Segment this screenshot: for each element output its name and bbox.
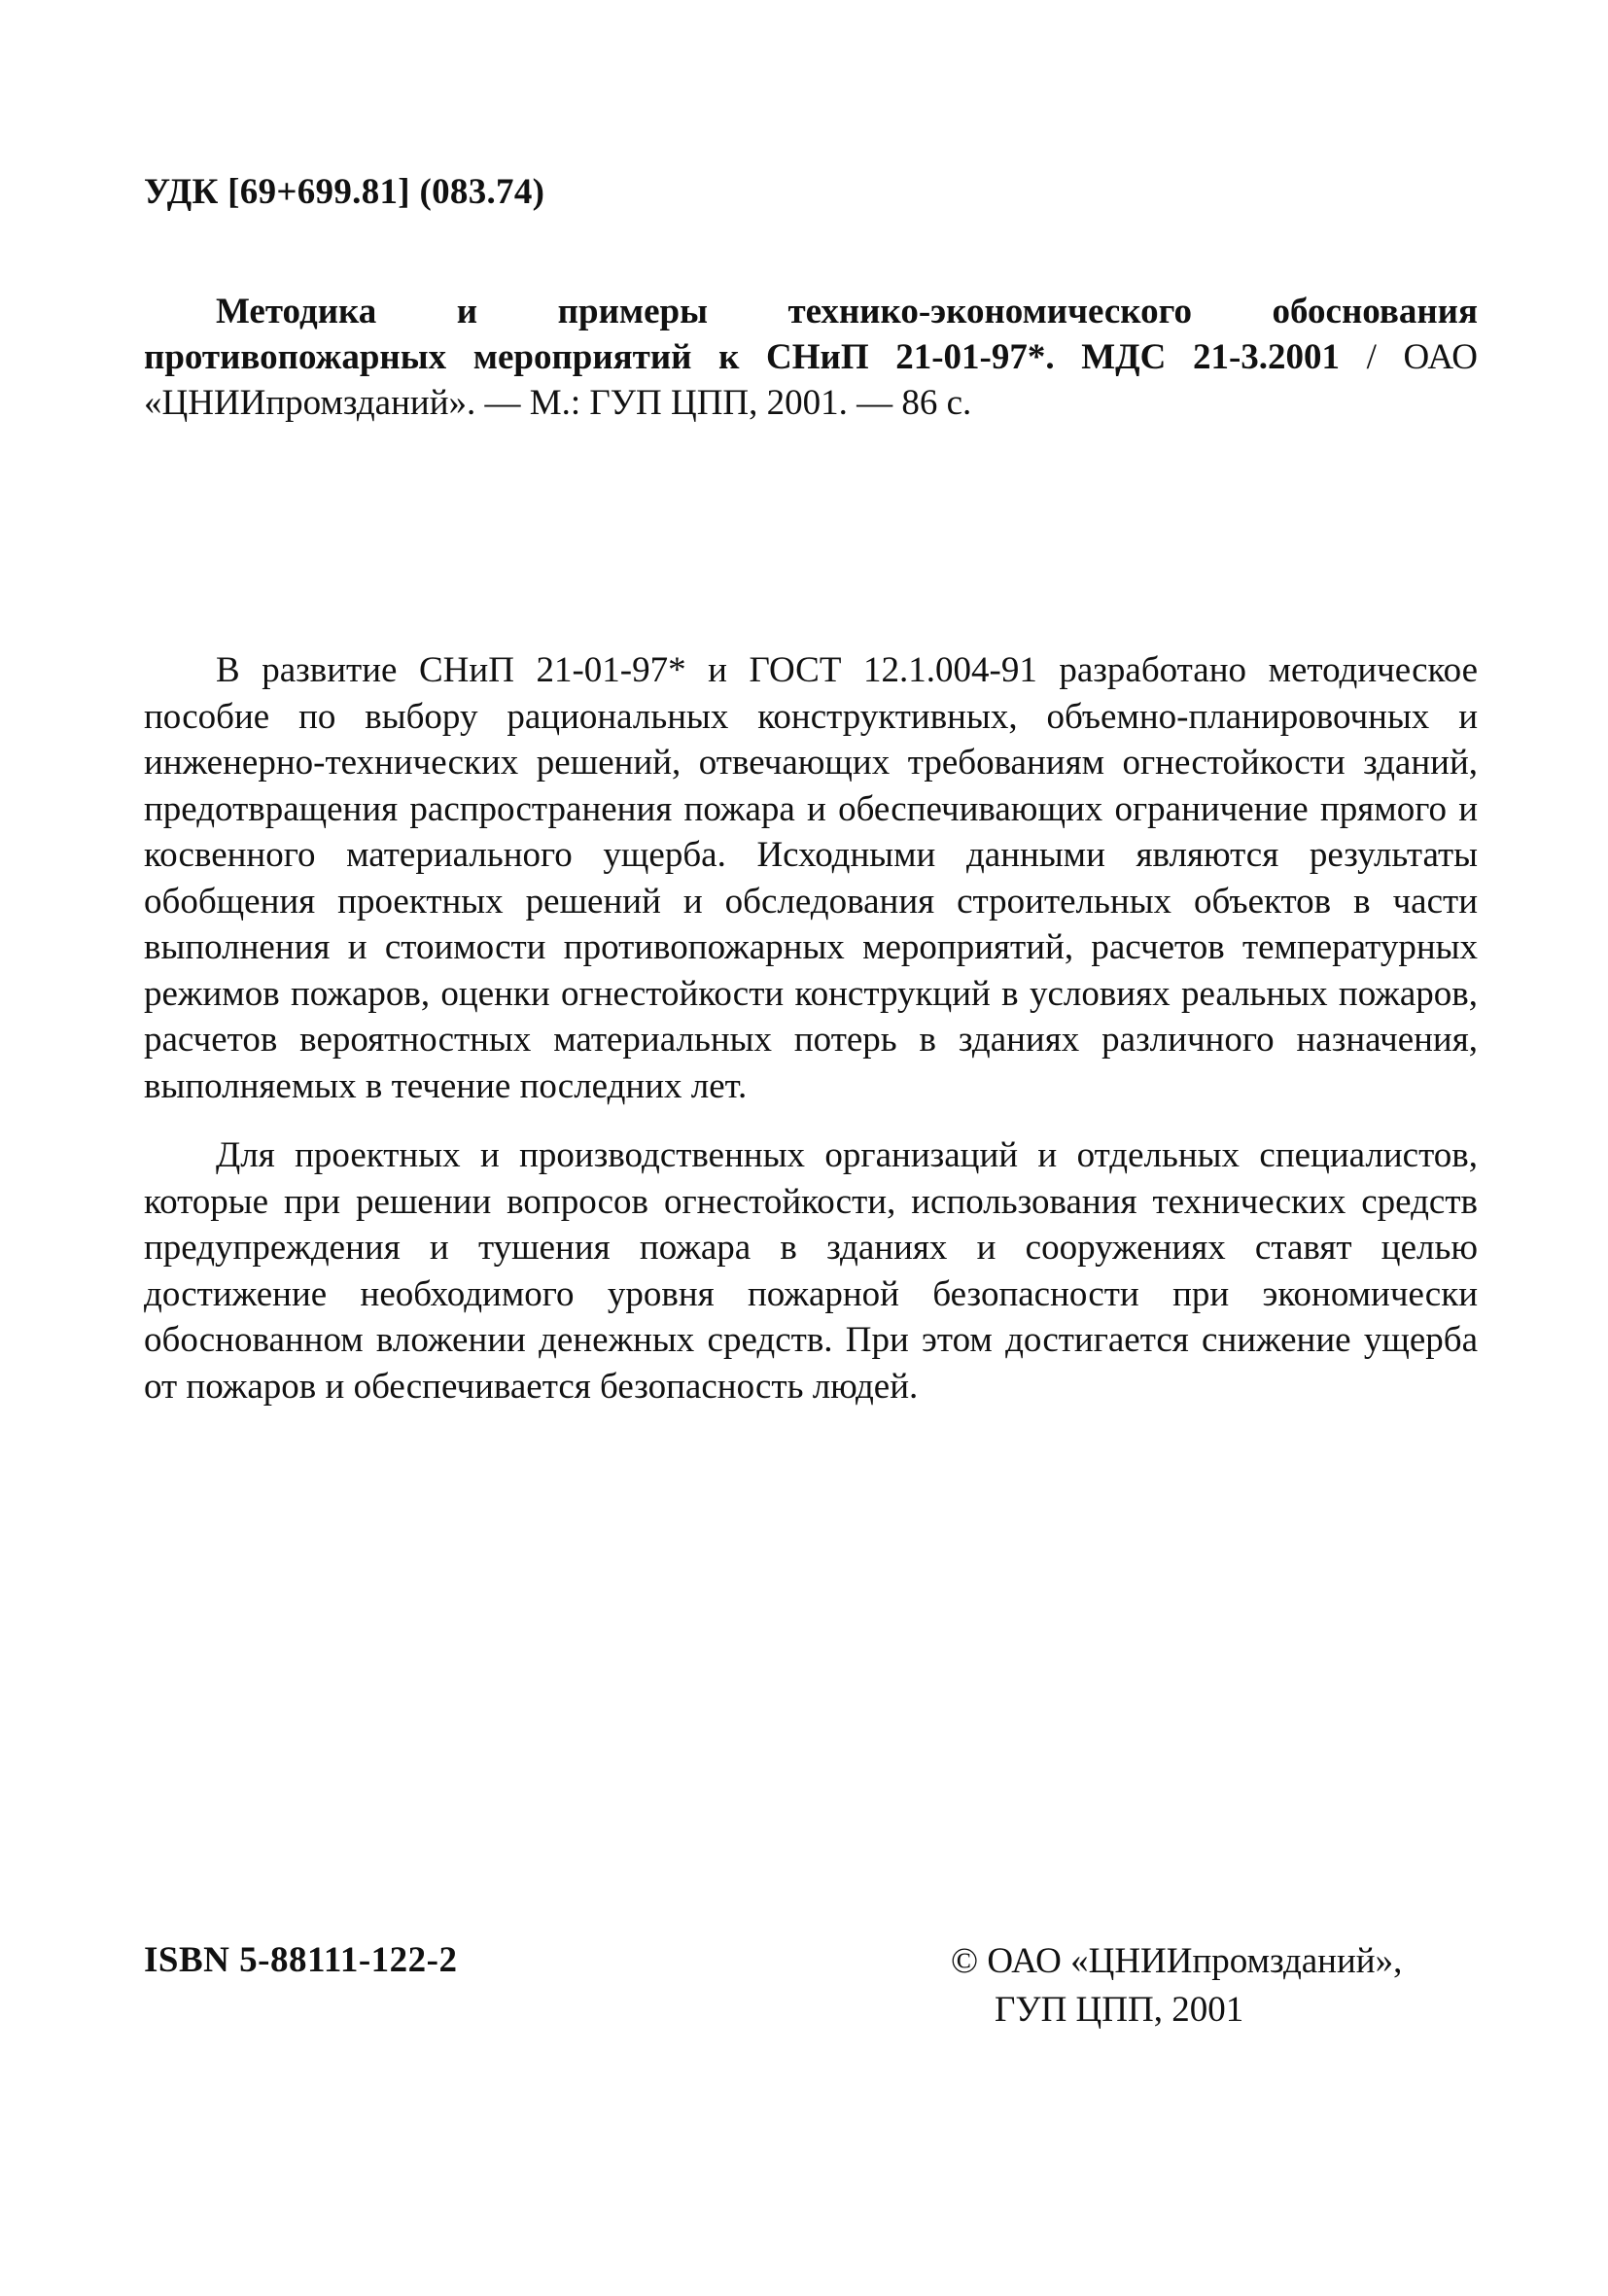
isbn: ISBN 5-88111-122-2 [144, 1940, 458, 1980]
abstract [144, 647, 1478, 1433]
copyright-icon: © [951, 1941, 979, 1981]
bibliographic-record [144, 289, 1478, 426]
copyright-publisher-year: ГУП ЦПП, 2001 [995, 1990, 1244, 2030]
copyright-notice [951, 1937, 1402, 2035]
udk-code: УДК [69+699.81] (083.74) [144, 172, 545, 212]
copyright-holder: ОАО «ЦНИИпромзданий», [987, 1941, 1403, 1981]
bibliographic-publisher: / ОАО «ЦНИИпромзданий». — М.: ГУП ЦПП, 2001. — 86 с. [144, 337, 1478, 423]
bibliographic-title: Методика и примеры технико-экономического обоснования противопожарных мероприятий к СНиП 21-01-97*. МДС 21-3.2001 [144, 292, 1478, 377]
abstract-paragraph: Для проектных и производственных организаций и отдельных специалистов, которые при решении вопросов огнестойкости, использования технических средств предупреждения и тушения пожара в зданиях и сооружениях ставят целью достижение необходимого уровня пожарной безопасности при экономически обоснованном вложении денежных средств. При этом достигается снижение ущерба от пожаров и обеспечивается безопасность людей. [144, 1135, 1478, 1407]
abstract-paragraph: В развитие СНиП 21-01-97* и ГОСТ 12.1.004-91 разработано методическое пособие по выбору рациональных конструктивных, объемно-планировочных и инженерно-технических решений, отвечающих требованиям огнестойкости зданий, предотвращения распространения пожара и обеспечивающих ограничение прямого и косвенного материального ущерба. Исходными данными являются результаты обобщения проектных решений и обследования строительных объектов в части выполнения и стоимости противопожарных мероприятий, расчетов температурных режимов пожаров, оценки огнестойкости конструкций в условиях реальных пожаров, расчетов вероятностных материальных потерь в зданиях различного назначения, выполняемых в течение последних лет. [144, 650, 1478, 1106]
